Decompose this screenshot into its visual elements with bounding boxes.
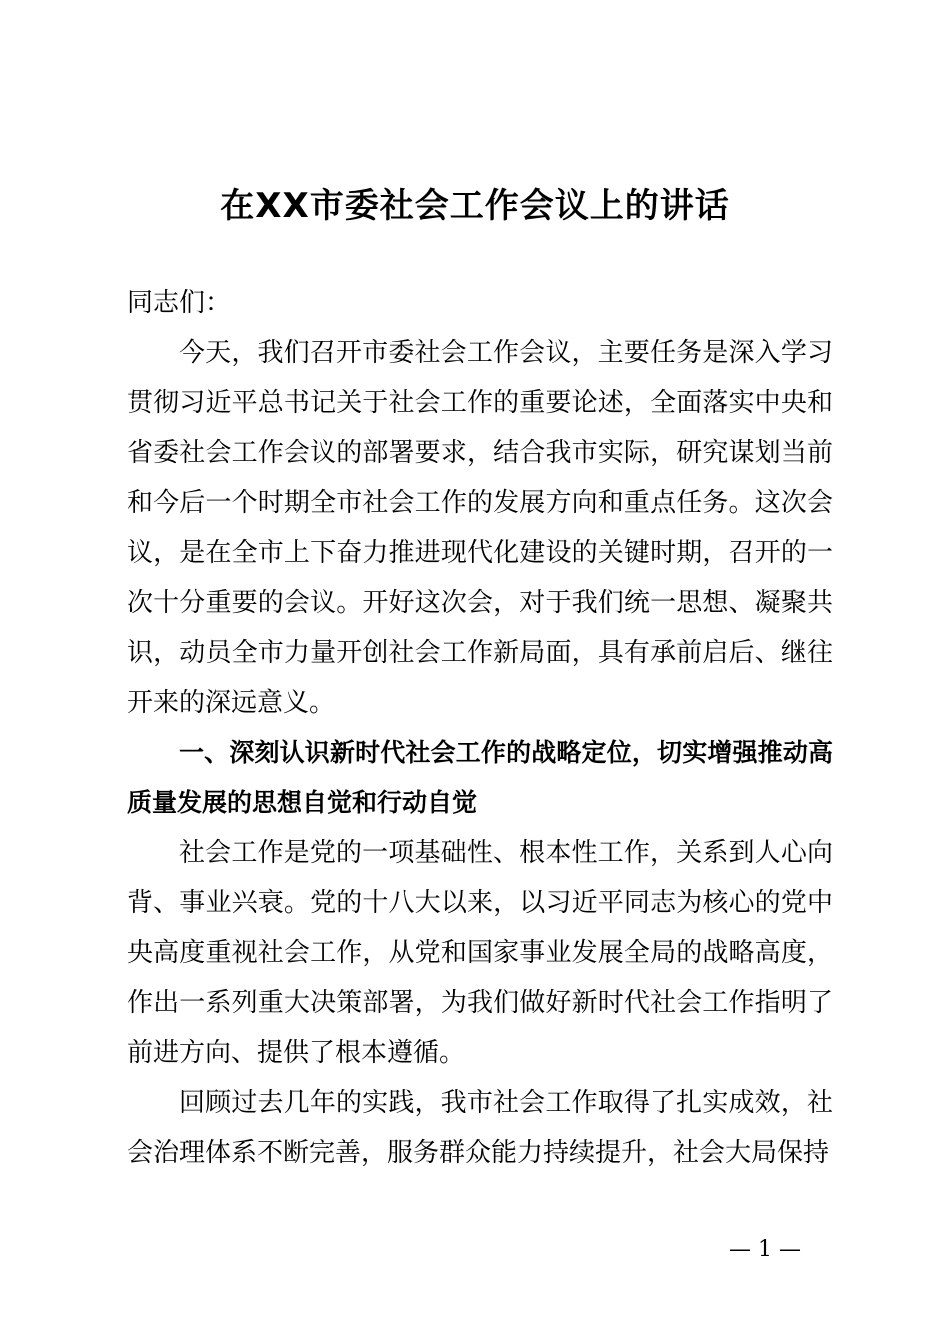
document-body — [127, 278, 833, 1178]
paragraph-review: 回顾过去几年的实践，我市社会工作取得了扎实成效，社会治理体系不断完善，服务群众能力持续提升，社会大局保持 — [127, 1088, 833, 1168]
section-heading-1: 一、深刻认识新时代社会工作的战略定位，切实增强推动高质量发展的思想自觉和行动自觉 — [127, 738, 833, 817]
page-number: — 1 — — [729, 1237, 801, 1262]
paragraph-social-work: 社会工作是党的一项基础性、根本性工作，关系到人心向背、事业兴衰。党的十八大以来，以习近平同志为核心的党中央高度重视社会工作，从党和国家事业发展全局的战略高度，作出一系列重大决策部署，为我们做好新时代社会工作指明了前进方向、提供了根本遵循。 — [127, 838, 833, 1068]
salutation: 同志们： — [127, 288, 232, 318]
paragraph-intro: 今天，我们召开市委社会工作会议，主要任务是深入学习贯彻习近平总书记关于社会工作的重要论述，全面落实中央和省委社会工作会议的部署要求，结合我市实际，研究谋划当前和今后一个时期全市社会工作的发展方向和重点任务。这次会议，是在全市上下奋力推进现代化建设的关键时期，召开的一次十分重要的会议。开好这次会，对于我们统一思想、凝聚共识，动员全市力量开创社会工作新局面，具有承前启后、继往开来的深远意义。 — [127, 338, 833, 718]
document-title: 在XX市委社会工作会议上的讲话 — [220, 186, 730, 226]
